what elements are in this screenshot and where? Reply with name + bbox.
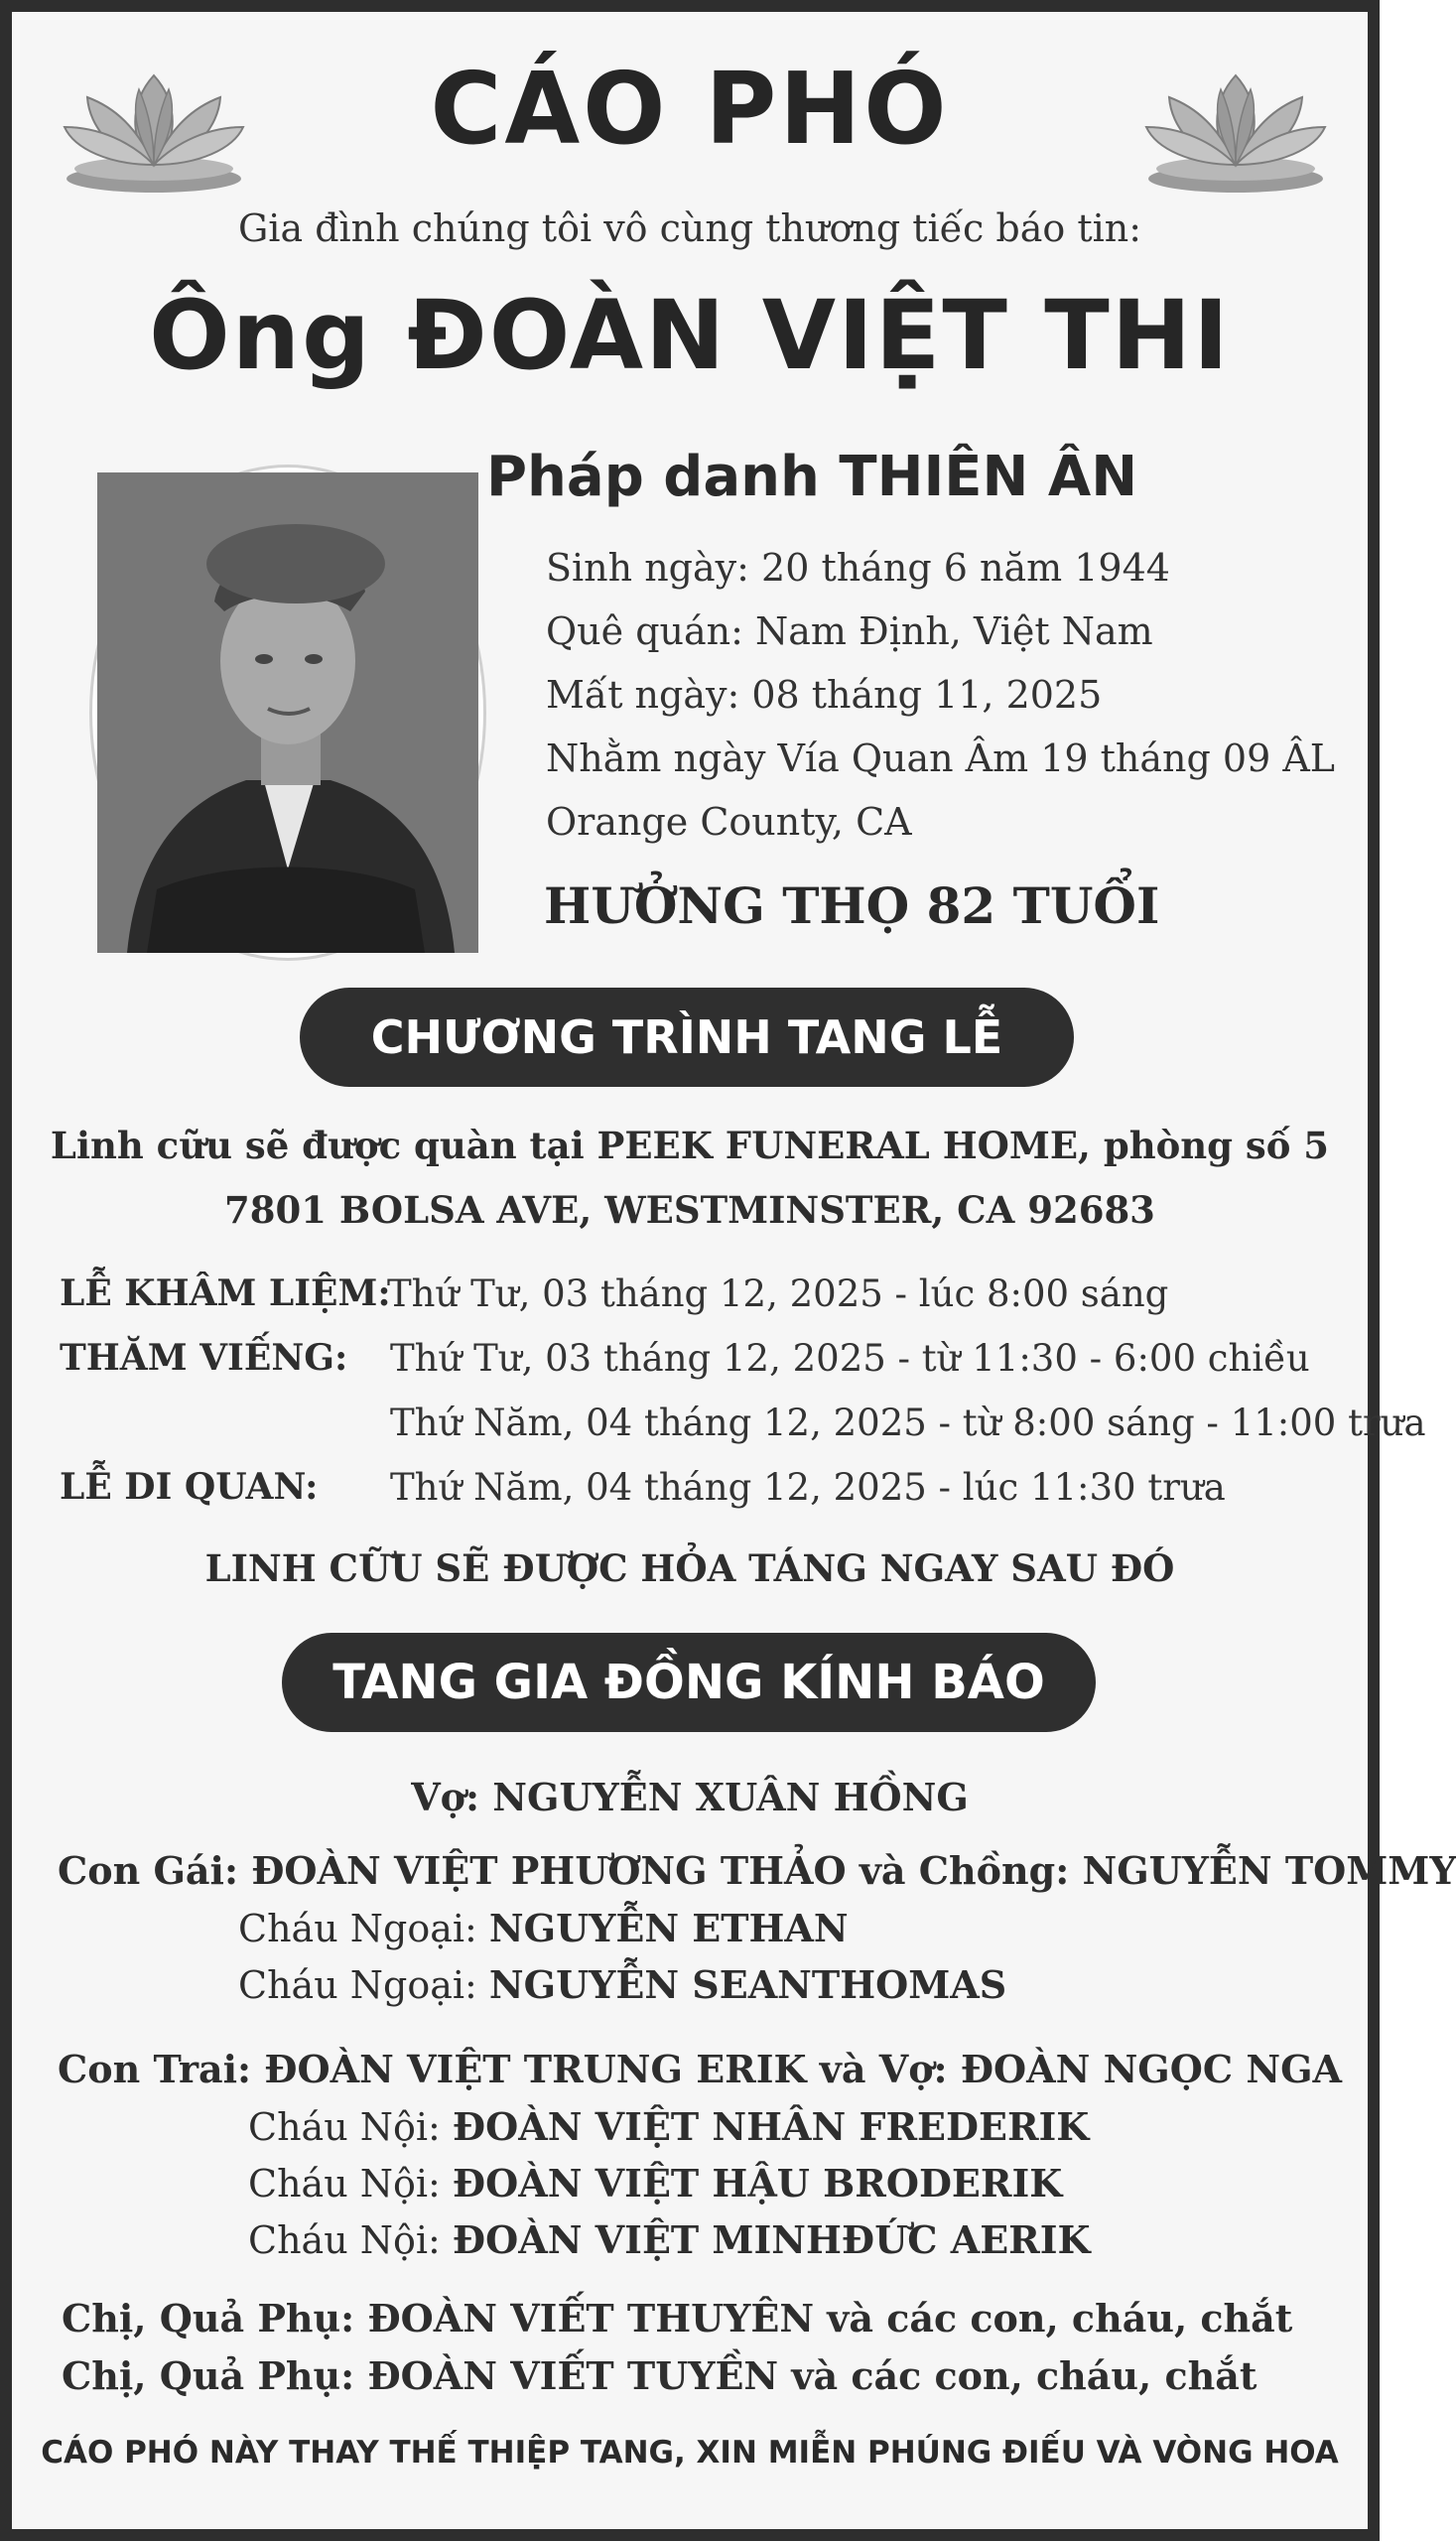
- grandchild-label: Cháu Ngoại:: [238, 1907, 489, 1950]
- grandchild-line: [248, 2161, 1062, 2206]
- grandchild-label: Cháu Ngoại:: [238, 1963, 489, 2007]
- grandchild-label: Cháu Nội:: [248, 2162, 453, 2206]
- grandchild-name: ĐOÀN VIỆT MINHĐỨC AERIK: [452, 2217, 1091, 2262]
- sister-line: [62, 2296, 1292, 2340]
- venue-line: Linh cữu sẽ được quàn tại PEEK FUNERAL HOME, phòng số 5: [50, 1124, 1330, 1167]
- sister-line: [62, 2353, 1257, 2398]
- daughter-and: và: [846, 1848, 919, 1893]
- venue-address: 7801 BOLSA AVE, WESTMINSTER, CA 92683: [224, 1188, 1155, 1232]
- son-name: ĐOÀN VIỆT TRUNG ERIK: [264, 2047, 807, 2091]
- portrait-photo: [97, 472, 478, 953]
- schedule-text: Thứ Tư, 03 tháng 12, 2025 - lúc 8:00 sáng: [387, 1272, 1169, 1315]
- wife-name: NGUYỄN XUÂN HỒNG: [492, 1775, 969, 1819]
- son-spouse-label: Vợ:: [878, 2047, 961, 2091]
- sister-name: ĐOÀN VIẾT THUYÊN: [367, 2296, 815, 2340]
- grandchild-line: [238, 1906, 849, 1950]
- sister-suffix: và các con, cháu, chắt: [778, 2353, 1257, 2398]
- lunar-date: Nhằm ngày Vía Quan Âm 19 tháng 09 ÂL: [546, 736, 1336, 780]
- family-announcement-heading: TANG GIA ĐỒNG KÍNH BÁO: [282, 1633, 1096, 1732]
- grandchild-label: Cháu Nội:: [248, 2218, 453, 2262]
- dharma-name: Pháp danh THIÊN ÂN: [486, 445, 1138, 509]
- footer-note: CÁO PHÓ NÀY THAY THẾ THIỆP TANG, XIN MIỄN PHÚNG ĐIẾU VÀ VÒNG HOA: [41, 2435, 1339, 2471]
- age-heading: HƯỞNG THỌ 82 TUỔI: [544, 876, 1160, 935]
- grandchild-label: Cháu Nội:: [248, 2105, 453, 2149]
- son-and: và: [806, 2047, 879, 2091]
- grandchild-name: ĐOÀN VIỆT NHÂN FREDERIK: [452, 2104, 1090, 2149]
- son-spouse-name: ĐOÀN NGỌC NGA: [960, 2047, 1343, 2091]
- sister-label: Chị, Quả Phụ:: [62, 2353, 368, 2398]
- grandchild-line: [238, 1962, 1006, 2007]
- grandchild-name: NGUYỄN ETHAN: [488, 1906, 849, 1950]
- sister-label: Chị, Quả Phụ:: [62, 2296, 368, 2340]
- death-date: Mất ngày: 08 tháng 11, 2025: [546, 673, 1103, 717]
- schedule-text: Thứ Tư, 03 tháng 12, 2025 - từ 11:30 - 6:00 chiều: [390, 1337, 1310, 1380]
- schedule-text: Thứ Năm, 04 tháng 12, 2025 - lúc 11:30 trưa: [390, 1466, 1226, 1509]
- daughter-name: ĐOÀN VIỆT PHƯƠNG THẢO: [251, 1848, 847, 1893]
- death-place: Orange County, CA: [546, 800, 912, 844]
- grandchild-name: ĐOÀN VIỆT HẬU BRODERIK: [452, 2161, 1063, 2206]
- grandchild-line: [248, 2217, 1091, 2262]
- grandchild-line: [248, 2104, 1089, 2149]
- schedule-label: LỄ KHÂM LIỆM:: [60, 1272, 391, 1314]
- page-title: CÁO PHÓ: [430, 51, 950, 167]
- cremation-note: LINH CỮU SẼ ĐƯỢC HỎA TÁNG NGAY SAU ĐÓ: [204, 1546, 1175, 1590]
- daughter-spouse-label: Chồng:: [918, 1848, 1083, 1893]
- schedule-label: THĂM VIẾNG:: [60, 1337, 348, 1379]
- sister-suffix: và các con, cháu, chắt: [814, 2296, 1293, 2340]
- daughter-label: Con Gái:: [58, 1848, 252, 1893]
- funeral-program-heading: CHƯƠNG TRÌNH TANG LỄ: [300, 988, 1074, 1087]
- intro-text: Gia đình chúng tôi vô cùng thương tiếc báo tin:: [237, 206, 1142, 250]
- son-label: Con Trai:: [58, 2047, 265, 2091]
- birth-date: Sinh ngày: 20 tháng 6 năm 1944: [546, 546, 1170, 590]
- daughter-line: [58, 1848, 1456, 1893]
- daughter-spouse-name: NGUYỄN TOMMY: [1082, 1848, 1456, 1893]
- sister-name: ĐOÀN VIẾT TUYỀN: [367, 2353, 779, 2398]
- schedule-text: Thứ Năm, 04 tháng 12, 2025 - từ 8:00 sáng - 11:00 trưa: [390, 1402, 1426, 1444]
- wife-line: [0, 1775, 1380, 1819]
- hometown: Quê quán: Nam Định, Việt Nam: [546, 609, 1153, 653]
- son-line: [58, 2047, 1342, 2091]
- wife-label: Vợ:: [411, 1775, 493, 1819]
- deceased-name: Ông ĐOÀN VIỆT THI: [149, 280, 1231, 391]
- schedule-label: LỄ DI QUAN:: [60, 1466, 319, 1508]
- grandchild-name: NGUYỄN SEANTHOMAS: [488, 1962, 1007, 2007]
